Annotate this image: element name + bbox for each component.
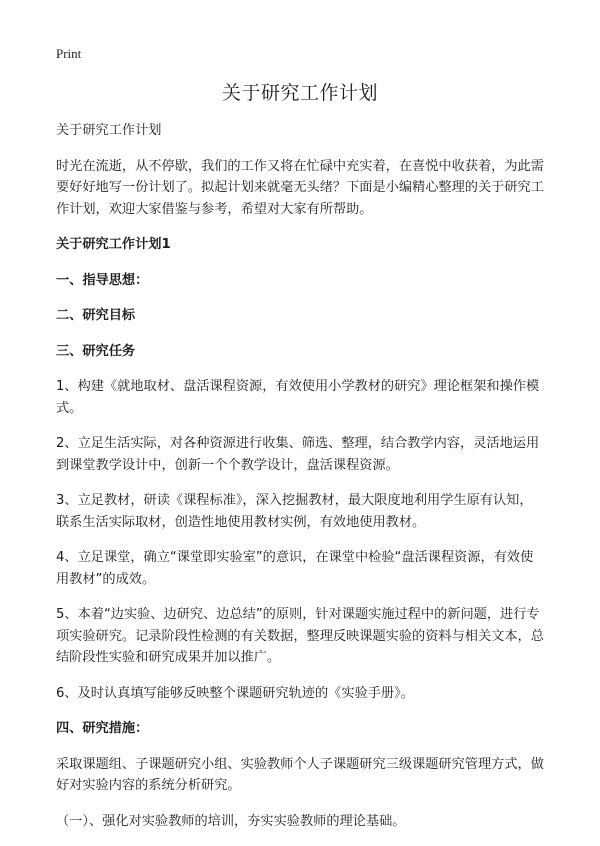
task-item: 2、立足生活实际，对各种资源进行收集、筛选、整理，结合教学内容，灵活地运用到课堂教学设计中，创新一个个教学设计，盘活课程资源。 <box>56 436 540 473</box>
measures-intro-paragraph: 采取课题组、子课题研究小组、实验教师个人子课题研究三级课题研究管理方式，做好对实验内容的系统分析研究。 <box>56 756 544 793</box>
task-item: 3、立足教材，研读《课程标准》，深入挖掘教材，最大限度地利用学生原有认知，联系生活实际取材，创造性地使用教材实例，有效地使用教材。 <box>56 493 533 530</box>
document-title: 关于研究工作计划 <box>221 82 378 104</box>
measure-item: （一）、强化对实验教师的培训，夯实实验教师的理论基础。 <box>56 813 406 829</box>
intro-paragraph: 时光在流逝，从不停歇，我们的工作又将在忙碌中充实着，在喜悦中收获着，为此需要好好地写一份计划了。拟起计划来就毫无头绪？下面是小编精心整理的关于研究工作计划，欢迎大家借鉴与参考，希望对大家有所帮助。 <box>56 158 544 217</box>
task-item: 4、立足课堂，确立“课堂即实验室”的意识，在课堂中检验“盘活课程资源，有效使用教材”的成效。 <box>56 550 534 587</box>
section-title: 关于研究工作计划1 <box>56 237 171 252</box>
heading-guiding-ideology: 一、指导思想： <box>56 272 149 288</box>
heading-research-goals: 二、研究目标 <box>56 308 136 323</box>
print-link[interactable]: Print <box>56 46 82 61</box>
heading-research-tasks: 三、研究任务 <box>56 343 136 359</box>
heading-research-measures: 四、研究措施： <box>56 721 149 736</box>
document-subtitle: 关于研究工作计划 <box>56 123 162 138</box>
document-body <box>56 120 544 846</box>
task-item: 5、本着“边实验、边研究、边总结”的原则，针对课题实施过程中的新问题，进行专项实验研究。记录阶段性检测的有关数据，整理反映课题实验的资料与相关文本，总结阶段性实验和研究成果并加以推广。 <box>56 607 544 665</box>
task-item: 1、构建《就地取材、盘活课程资源，有效使用小学教材的研究》理论框架和操作模式。 <box>56 379 540 416</box>
task-item: 6、及时认真填写能够反映整个课题研究轨迹的《实验手册》。 <box>56 685 414 701</box>
